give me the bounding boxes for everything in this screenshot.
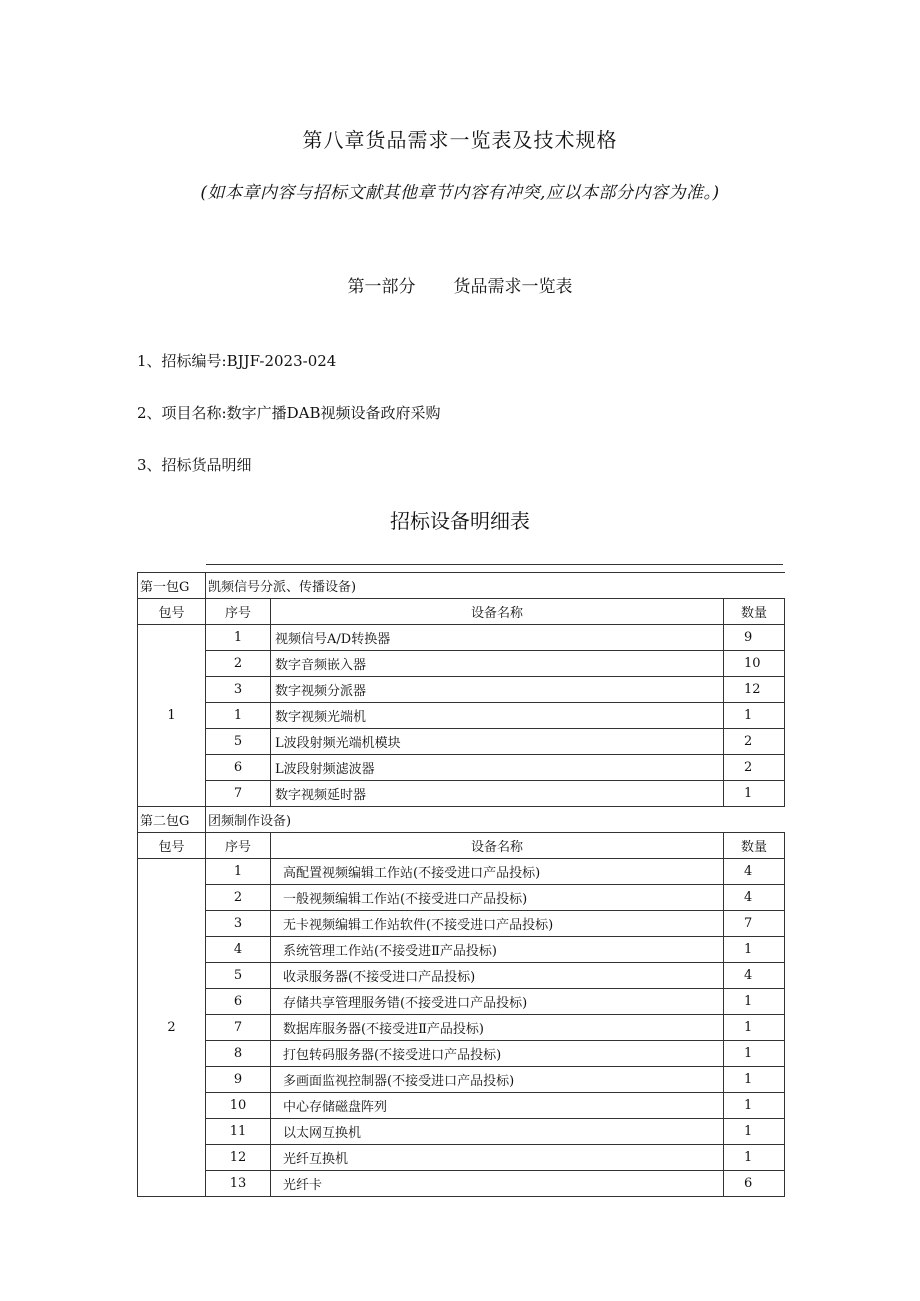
goods-detail-heading: 3、招标货品明细	[137, 456, 252, 474]
item-seq: 4	[206, 937, 271, 963]
header-name: 设备名称	[271, 833, 724, 859]
item-seq: 7	[206, 781, 271, 807]
table-row	[138, 911, 785, 937]
table-title: 招标设备明细表	[390, 509, 530, 533]
table-row	[138, 1067, 785, 1093]
item-seq: 2	[206, 885, 271, 911]
item-name: 无卡视频编辑工作站软件(不接受进口产品投标)	[271, 911, 724, 937]
item-name: 数字视频分派器	[271, 677, 724, 703]
item-name: L波段射频滤波器	[271, 755, 724, 781]
table-top-rule	[206, 564, 783, 565]
table-row	[138, 625, 785, 651]
item-name: 存储共享管理服务错(不接受进口产品投标)	[271, 989, 724, 1015]
part-name: 货品需求一览表	[453, 277, 573, 297]
item-seq: 6	[206, 989, 271, 1015]
item-qty: 1	[724, 1041, 785, 1067]
item-qty: 9	[724, 625, 785, 651]
table-row	[138, 989, 785, 1015]
table-row	[138, 1015, 785, 1041]
header-qty: 数量	[724, 833, 785, 859]
item-seq: 8	[206, 1041, 271, 1067]
item-seq: 5	[206, 963, 271, 989]
table-row	[138, 651, 785, 677]
table-row	[138, 1171, 785, 1197]
package-number: 1	[138, 625, 206, 807]
item-qty: 1	[724, 1119, 785, 1145]
item-qty: 4	[724, 859, 785, 885]
item-seq: 6	[206, 755, 271, 781]
item-qty: 1	[724, 937, 785, 963]
header-qty: 数量	[724, 599, 785, 625]
item-name: 数据库服务器(不接受进Ⅱ产品投标)	[271, 1015, 724, 1041]
item-qty: 2	[724, 755, 785, 781]
item-seq: 13	[206, 1171, 271, 1197]
item-qty: 1	[724, 1145, 785, 1171]
item-seq: 1	[206, 859, 271, 885]
item-qty: 4	[724, 963, 785, 989]
chapter-title: 第八章货品需求一览表及技术规格	[302, 128, 618, 152]
part-number: 第一部分	[347, 277, 416, 297]
item-qty: 10	[724, 651, 785, 677]
item-name: L波段射频光端机模块	[271, 729, 724, 755]
table-row	[138, 1145, 785, 1171]
package-description: 团频制作设备)	[206, 807, 785, 833]
item-qty: 7	[724, 911, 785, 937]
bid-number: 1、招标编号:BJJF-2023-024	[137, 352, 337, 370]
item-name: 视频信号A/D转换器	[271, 625, 724, 651]
item-seq: 9	[206, 1067, 271, 1093]
item-qty: 1	[724, 703, 785, 729]
item-qty: 12	[724, 677, 785, 703]
item-name: 中心存储磁盘阵列	[271, 1093, 724, 1119]
table-row	[138, 859, 785, 885]
item-qty: 2	[724, 729, 785, 755]
item-qty: 1	[724, 1093, 785, 1119]
header-package: 包号	[138, 833, 206, 859]
item-name: 数字视频延时器	[271, 781, 724, 807]
item-name: 一般视频编辑工作站(不接受进口产品投标)	[271, 885, 724, 911]
item-seq: 1	[206, 703, 271, 729]
table-row	[138, 1093, 785, 1119]
item-qty: 1	[724, 989, 785, 1015]
package-description: 凯频信号分派、传播设备)	[206, 573, 785, 599]
item-seq: 10	[206, 1093, 271, 1119]
item-seq: 11	[206, 1119, 271, 1145]
item-name: 数字视频光端机	[271, 703, 724, 729]
item-seq: 12	[206, 1145, 271, 1171]
chapter-subtitle: (如本章内容与招标文献其他章节内容有冲突,应以本部分内容为准。)	[200, 183, 720, 203]
item-seq: 1	[206, 625, 271, 651]
item-seq: 3	[206, 677, 271, 703]
header-name: 设备名称	[271, 599, 724, 625]
equipment-table	[137, 572, 785, 1197]
table-row	[138, 781, 785, 807]
item-seq: 2	[206, 651, 271, 677]
item-name: 数字音频嵌入器	[271, 651, 724, 677]
table-row	[138, 677, 785, 703]
equipment-table-body	[138, 573, 785, 1197]
table-row	[138, 963, 785, 989]
package-label: 第一包G	[138, 573, 206, 599]
package-number: 2	[138, 859, 206, 1197]
column-header-row	[138, 599, 785, 625]
item-qty: 6	[724, 1171, 785, 1197]
table-row	[138, 885, 785, 911]
package-header-row	[138, 573, 785, 599]
item-qty: 1	[724, 1015, 785, 1041]
item-seq: 7	[206, 1015, 271, 1041]
header-seq: 序号	[206, 599, 271, 625]
item-name: 多画面监视控制器(不接受进口产品投标)	[271, 1067, 724, 1093]
header-seq: 序号	[206, 833, 271, 859]
item-name: 光纤卡	[271, 1171, 724, 1197]
table-row	[138, 703, 785, 729]
item-qty: 1	[724, 781, 785, 807]
item-qty: 1	[724, 1067, 785, 1093]
item-name: 光纤互换机	[271, 1145, 724, 1171]
item-name: 收录服务器(不接受进口产品投标)	[271, 963, 724, 989]
project-name: 2、项目名称:数字广播DAB视频设备政府采购	[137, 404, 441, 422]
item-name: 打包转码服务器(不接受进口产品投标)	[271, 1041, 724, 1067]
column-header-row	[138, 833, 785, 859]
item-name: 系统管理工作站(不接受进Ⅱ产品投标)	[271, 937, 724, 963]
table-row	[138, 729, 785, 755]
item-name: 高配置视频编辑工作站(不接受进口产品投标)	[271, 859, 724, 885]
package-label: 第二包G	[138, 807, 206, 833]
item-name: 以太网互换机	[271, 1119, 724, 1145]
table-row	[138, 1119, 785, 1145]
table-row	[138, 755, 785, 781]
table-row	[138, 1041, 785, 1067]
table-row	[138, 937, 785, 963]
item-qty: 4	[724, 885, 785, 911]
package-header-row	[138, 807, 785, 833]
item-seq: 5	[206, 729, 271, 755]
part-title	[0, 272, 920, 297]
item-seq: 3	[206, 911, 271, 937]
header-package: 包号	[138, 599, 206, 625]
